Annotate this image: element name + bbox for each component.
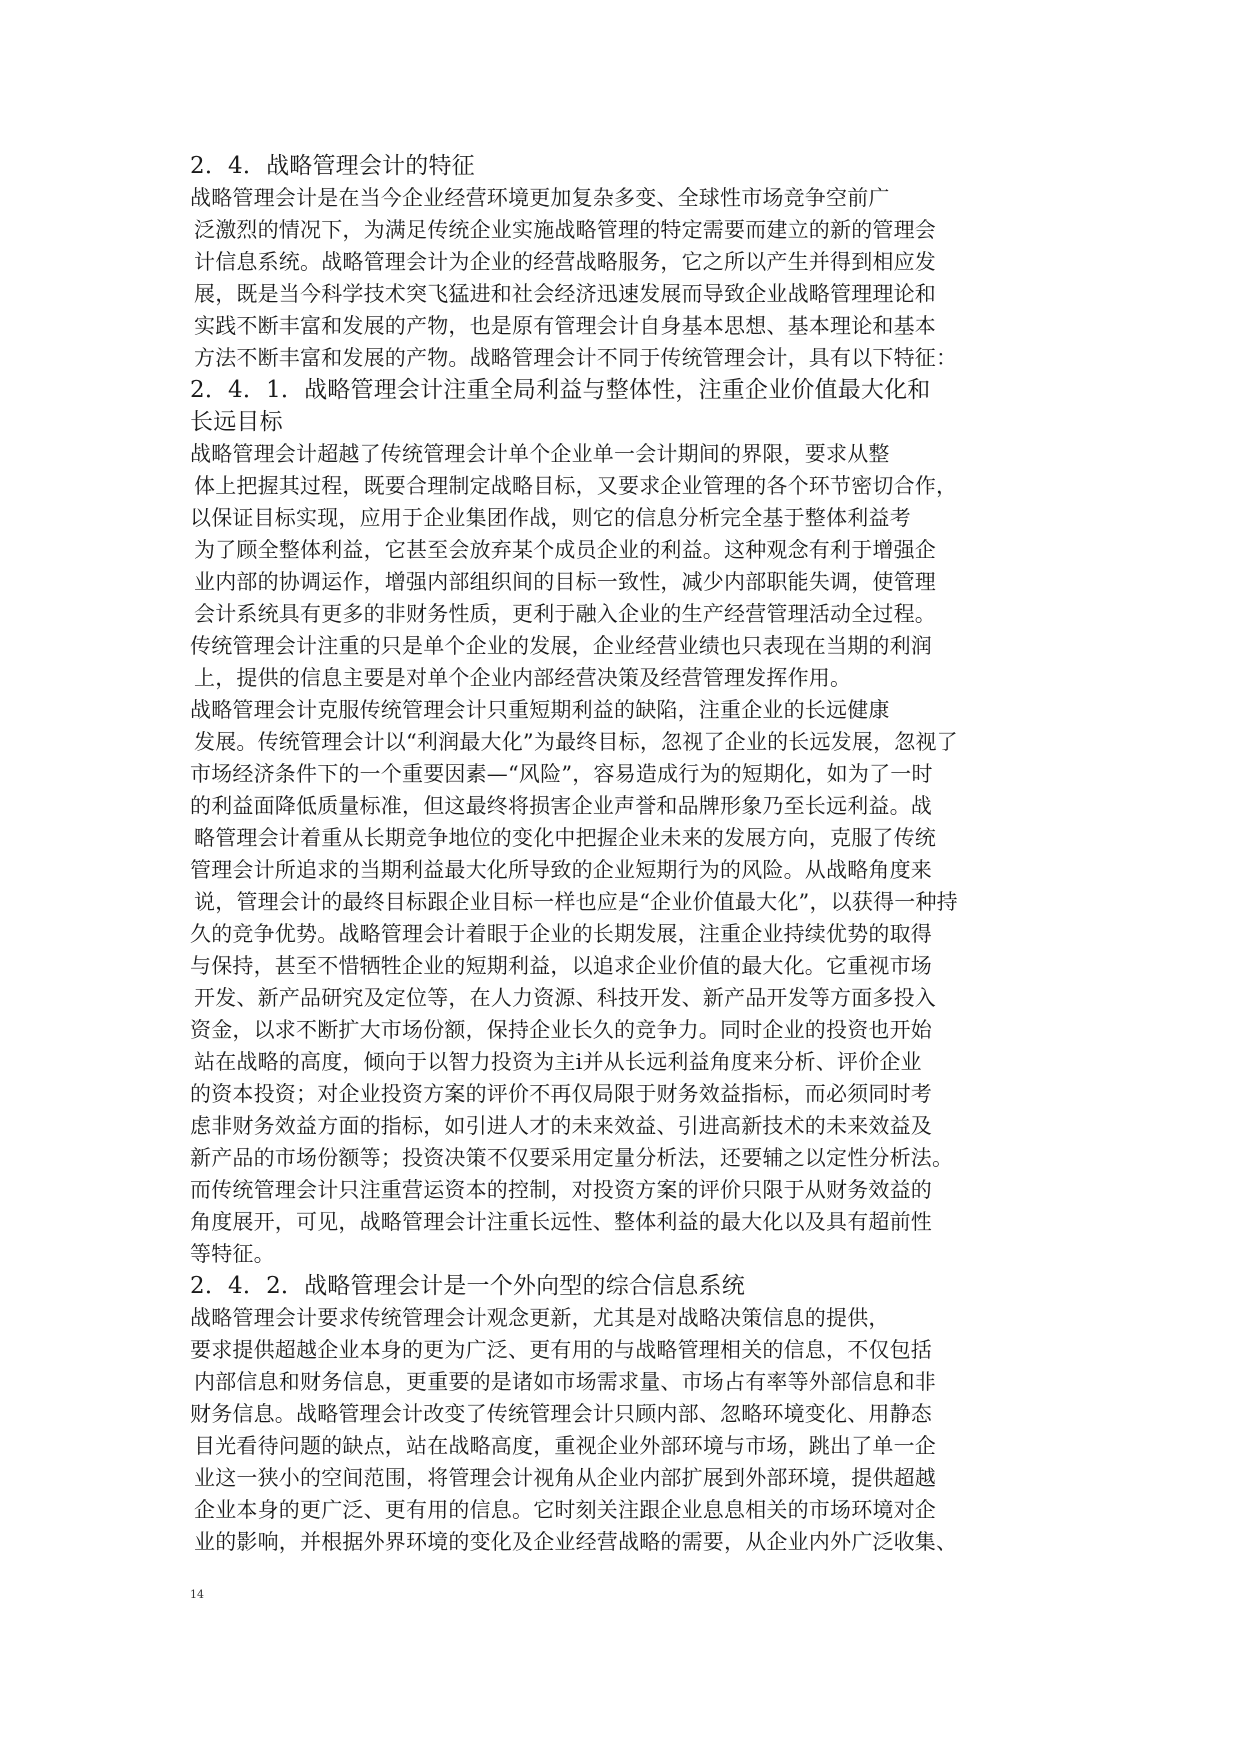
paragraph-line: 久的竞争优势。战略管理会计着眼于企业的长期发展，注重企业持续优势的取得 [190,922,932,946]
paragraph-line: 角度展开，可见，战略管理会计注重长远性、整体利益的最大化以及具有超前性 [190,1210,932,1234]
section-heading-line: 2．4．战略管理会计的特征 [190,153,475,179]
paragraph-line: 发展。传统管理会计以“利润最大化”为最终目标，忽视了企业的长远发展，忽视了 [194,730,958,754]
paragraph-line: 略管理会计着重从长期竞争地位的变化中把握企业未来的发展方向，克服了传统 [194,826,936,850]
paragraph-line: 企业本身的更广泛、更有用的信息。它时刻关注跟企业息息相关的市场环境对企 [194,1498,936,1522]
paragraph-line: 虑非财务效益方面的指标，如引进人才的未来效益、引进高新技术的未来效益及 [190,1114,932,1138]
paragraph-line: 业的影响，并根据外界环境的变化及企业经营战略的需要，从企业内外广泛收集、 [194,1530,958,1554]
paragraph-line: 要求提供超越企业本身的更为广泛、更有用的与战略管理相关的信息，不仅包括 [190,1338,932,1362]
paragraph-line: 业内部的协调运作，增强内部组织间的目标一致性，减少内部职能失调，使管理 [194,570,936,594]
paragraph-line: 泛激烈的情况下，为满足传统企业实施战略管理的特定需要而建立的新的管理会 [194,218,936,242]
paragraph-line: 市场经济条件下的一个重要因素—“风险”，容易造成行为的短期化，如为了一时 [190,762,933,786]
paragraph-line: 资金，以求不断扩大市场份额，保持企业长久的竞争力。同时企业的投资也开始 [190,1018,932,1042]
section-heading-line: 2．4．2．战略管理会计是一个外向型的综合信息系统 [190,1273,745,1299]
paragraph-line: 财务信息。战略管理会计改变了传统管理会计只顾内部、忽略环境变化、用静态 [190,1402,932,1426]
paragraph-line: 战略管理会计是在当今企业经营环境更加复杂多变、全球性市场竞争空前广 [190,186,890,210]
paragraph-line: 与保持，甚至不惜牺牲企业的短期利益，以追求企业价值的最大化。它重视市场 [190,954,932,978]
paragraph-line: 站在战略的高度，倾向于以智力投资为主i并从长远利益角度来分析、评价企业 [194,1050,922,1074]
paragraph-line: 战略管理会计克服传统管理会计只重短期利益的缺陷，注重企业的长远健康 [190,698,890,722]
paragraph-line: 展，既是当今科学技术突飞猛进和社会经济迅速发展而导致企业战略管理理论和 [194,282,936,306]
paragraph-line: 以保证目标实现，应用于企业集团作战，则它的信息分析完全基于整体利益考 [190,506,911,530]
paragraph-line: 方法不断丰富和发展的产物。战略管理会计不同于传统管理会计，具有以下特征： [194,346,958,370]
paragraph-line: 新产品的市场份额等；投资决策不仅要采用定量分析法，还要辅之以定性分析法。 [190,1146,954,1170]
paragraph-line: 传统管理会计注重的只是单个企业的发展，企业经营业绩也只表现在当期的利润 [190,634,932,658]
paragraph-line: 的利益面降低质量标准，但这最终将损害企业声誉和品牌形象乃至长远利益。战 [190,794,932,818]
paragraph-line: 计信息系统。战略管理会计为企业的经营战略服务，它之所以产生并得到相应发 [194,250,936,274]
body-text [190,150,990,1558]
paragraph-line: 管理会计所追求的当期利益最大化所导致的企业短期行为的风险。从战略角度来 [190,858,932,882]
paragraph-line: 实践不断丰富和发展的产物，也是原有管理会计自身基本思想、基本理论和基本 [194,314,936,338]
paragraph-line: 为了顾全整体利益，它甚至会放弃某个成员企业的利益。这种观念有利于增强企 [194,538,936,562]
paragraph-line: 上，提供的信息主要是对单个企业内部经营决策及经营管理发挥作用。 [194,666,852,690]
paragraph-line: 战略管理会计超越了传统管理会计单个企业单一会计期间的界限，要求从整 [190,442,890,466]
paragraph-line: 等特征。 [190,1242,275,1266]
page-number: 14 [190,1588,204,1601]
paragraph-line: 战略管理会计要求传统管理会计观念更新，尤其是对战略决策信息的提供， [190,1306,890,1330]
paragraph-line: 目光看待问题的缺点，站在战略高度，重视企业外部环境与市场，跳出了单一企 [194,1434,936,1458]
paragraph-line: 内部信息和财务信息，更重要的是诸如市场需求量、市场占有率等外部信息和非 [194,1370,936,1394]
paragraph-line: 会计系统具有更多的非财务性质，更利于融入企业的生产经营管理活动全过程。 [194,602,936,626]
section-heading-line: 2．4．1．战略管理会计注重全局利益与整体性，注重企业价值最大化和 [190,377,931,403]
section-heading-line: 长远目标 [190,409,283,435]
paragraph-line: 说，管理会计的最终目标跟企业目标一样也应是“企业价值最大化”，以获得一种持 [194,890,958,914]
paragraph-line: 体上把握其过程，既要合理制定战略目标，又要求企业管理的各个环节密切合作， [194,474,958,498]
paragraph-line: 业这一狭小的空间范围，将管理会计视角从企业内部扩展到外部环境，提供超越 [194,1466,936,1490]
paragraph-line: 而传统管理会计只注重营运资本的控制，对投资方案的评价只限于从财务效益的 [190,1178,932,1202]
paragraph-line: 的资本投资；对企业投资方案的评价不再仅局限于财务效益指标，而必须同时考 [190,1082,932,1106]
paragraph-line: 开发、新产品研究及定位等，在人力资源、科技开发、新产品开发等方面多投入 [194,986,936,1010]
